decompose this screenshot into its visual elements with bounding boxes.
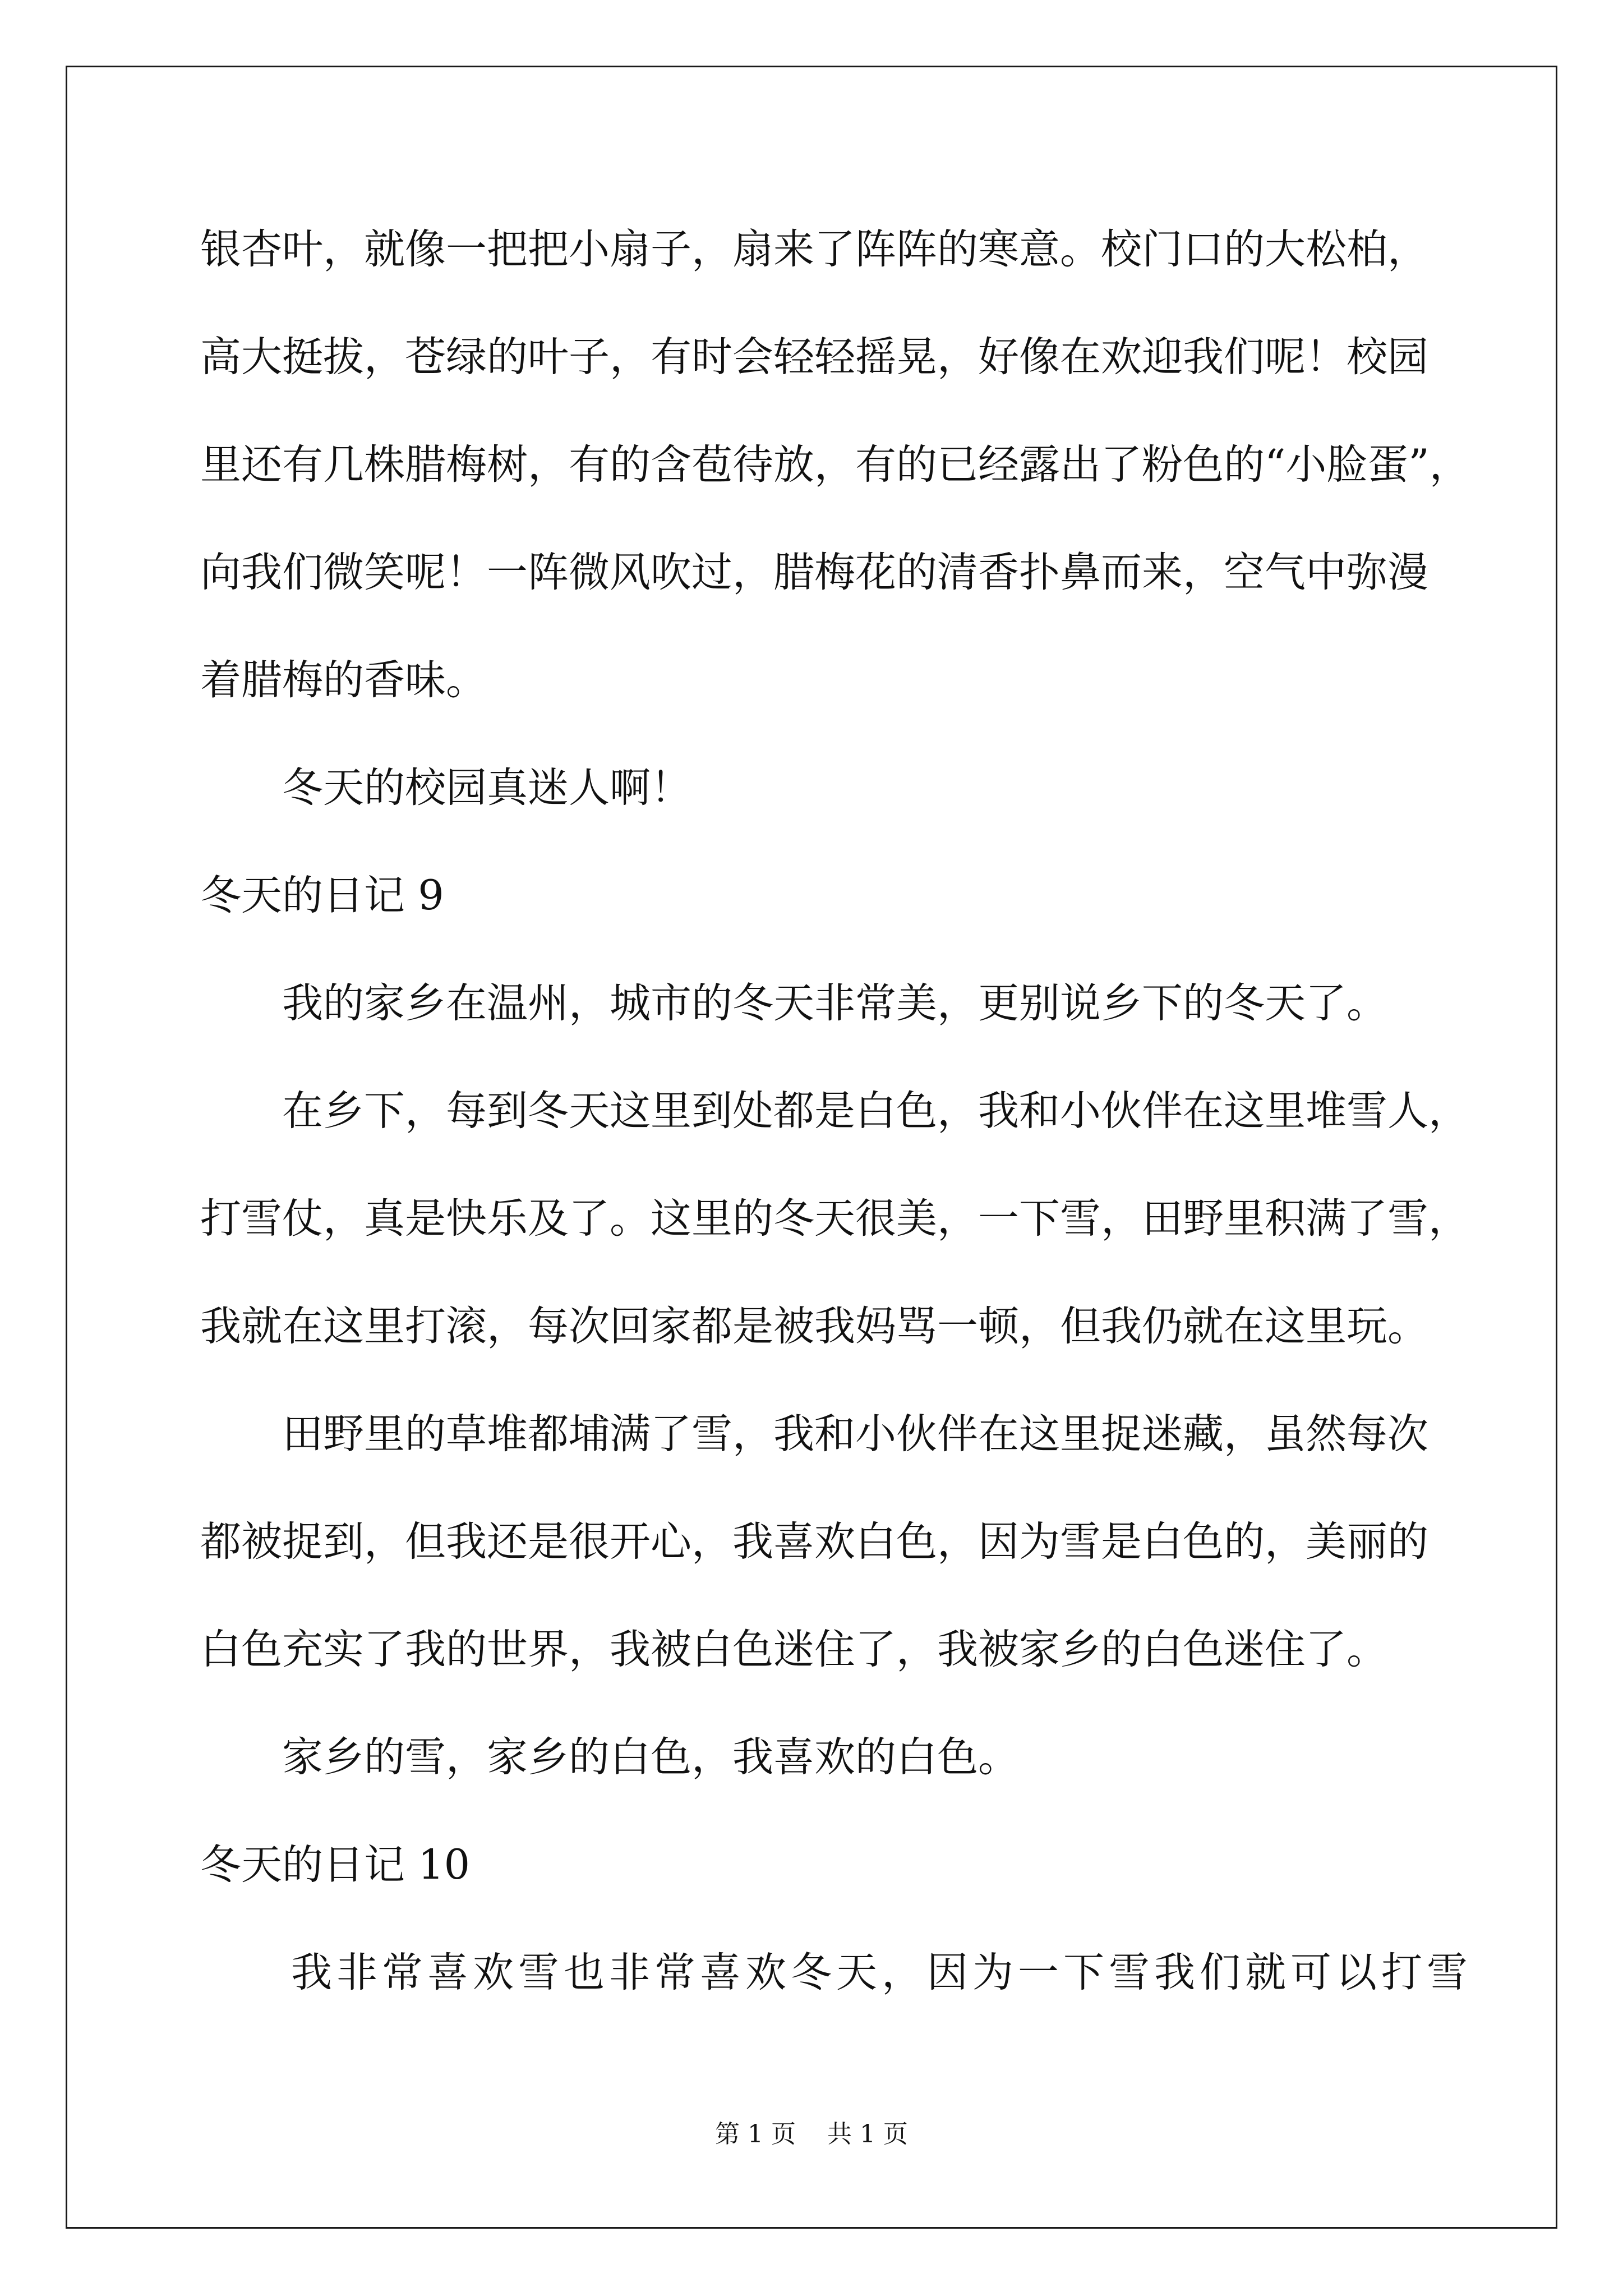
text-line: 白色充实了我的世界，我被白色迷住了，我被家乡的白色迷住了。 [200,1626,1387,1673]
text-line: 向我们微笑呢！一阵微风吹过，腊梅花的清香扑鼻而来，空气中弥漫 [200,549,1428,596]
text-line: 我非常喜欢雪也非常喜欢冬天，因为一下雪我们就可以打雪 [291,1949,1472,1996]
text-line: 高大挺拔，苍绿的叶子，有时会轻轻摇晃，好像在欢迎我们呢！校园 [200,333,1428,381]
text-line: 在乡下，每到冬天这里到处都是白色，我和小伙伴在这里堆雪人， [282,1087,1469,1135]
text-line: 冬天的校园真迷人啊！ [282,764,691,812]
text-line: 家乡的雪，家乡的白色，我喜欢的白色。 [282,1733,1019,1781]
text-line: 银杏叶，就像一把把小扇子，扇来了阵阵的寒意。校门口的大松柏， [200,226,1428,273]
text-line: 都被捉到，但我还是很开心，我喜欢白色，因为雪是白色的，美丽的 [200,1518,1428,1566]
text-line: 我的家乡在温州，城市的冬天非常美，更别说乡下的冬天了。 [282,979,1387,1027]
page-border [66,66,1557,2229]
page-footer: 第 1 页 共 1 页 [715,2120,908,2148]
section-heading: 冬天的日记 10 [200,1841,471,1889]
text-line: 我就在这里打滚，每次回家都是被我妈骂一顿，但我仍就在这里玩。 [200,1303,1428,1350]
section-heading: 冬天的日记 9 [200,872,444,919]
text-line: 打雪仗，真是快乐及了。这里的冬天很美，一下雪，田野里积满了雪， [200,1195,1469,1243]
text-line: 田野里的草堆都埔满了雪，我和小伙伴在这里捉迷藏，虽然每次 [282,1410,1428,1458]
text-line: 里还有几株腊梅树，有的含苞待放，有的已经露出了粉色的“小脸蛋”， [200,441,1470,489]
text-line: 着腊梅的香味。 [200,656,487,704]
